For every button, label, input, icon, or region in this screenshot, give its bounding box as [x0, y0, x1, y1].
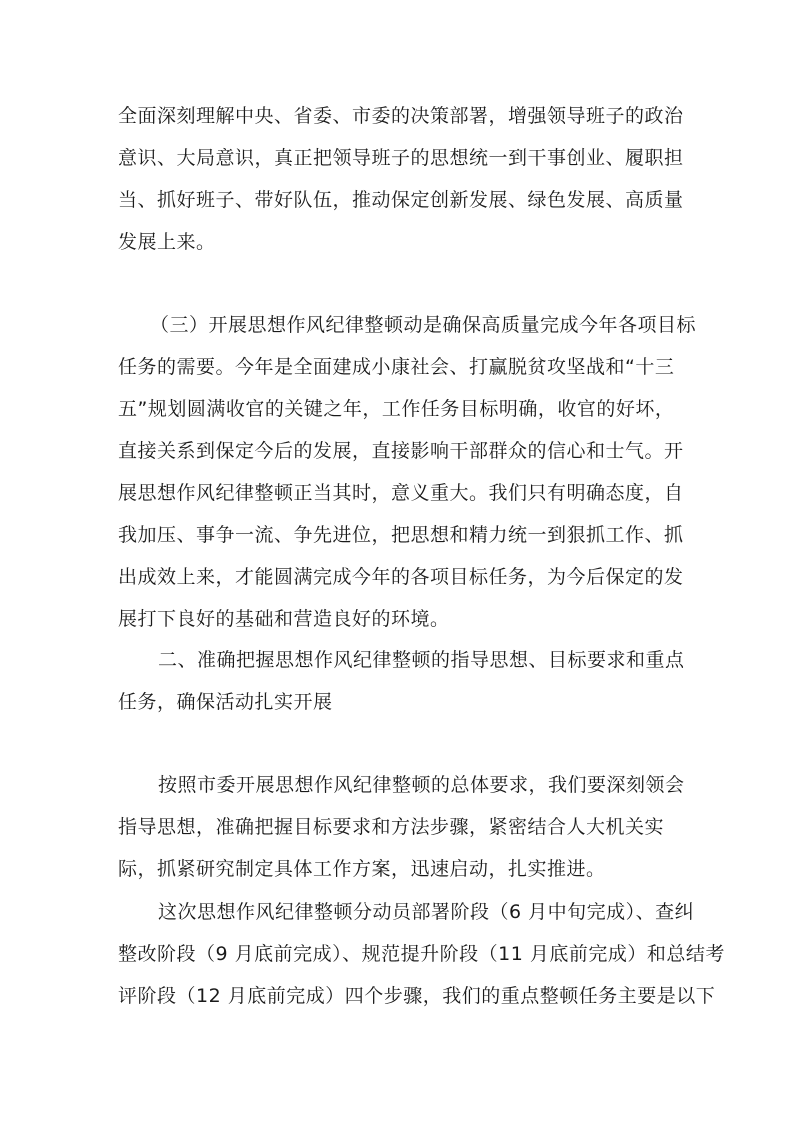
p1-line-3: 当、抓好班子、带好队伍，推动保定创新发展、绿色发展、高质量 [118, 189, 684, 211]
p5-line-1: 这次思想作风纪律整顿分动员部署阶段（6 月中旬完成）、查纠 [158, 901, 695, 923]
p2-line-3: 五”规划圆满收官的关键之年，工作任务目标明确，收官的好坏， [118, 398, 675, 420]
section-heading-line-1: 二、准确把握思想作风纪律整顿的指导思想、目标要求和重点 [158, 649, 685, 671]
p2-line-6: 我加压、事争一流、争先进位，把思想和精力统一到狠抓工作、抓 [118, 524, 684, 546]
p4-line-2: 指导思想，准确把握目标要求和方法步骤，紧密结合人大机关实 [118, 816, 665, 838]
p2-line-8: 展打下良好的基础和营造良好的环境。 [118, 608, 450, 630]
p4-line-1: 按照市委开展思想作风纪律整顿的总体要求，我们要深刻领会 [158, 774, 685, 796]
p2-line-5: 展思想作风纪律整顿正当其时，意义重大。我们只有明确态度，自 [118, 482, 684, 504]
p4-line-3: 际，抓紧研究制定具体工作方案，迅速启动，扎实推进。 [118, 858, 606, 880]
p2-line-7: 出成效上来，才能圆满完成今年的各项目标任务，为今后保定的发 [118, 566, 684, 588]
p5-line-3: 评阶段（12 月底前完成）四个步骤，我们的重点整顿任务主要是以下 [118, 985, 716, 1007]
p1-line-1: 全面深刻理解中央、省委、市委的决策部署，增强领导班子的政治 [118, 105, 684, 127]
p5-line-2: 整改阶段（9 月底前完成）、规范提升阶段（11 月底前完成）和总结考 [118, 943, 725, 965]
section-heading-line-2: 任务，确保活动扎实开展 [118, 691, 333, 713]
p2-line-2: 任务的需要。今年是全面建成小康社会、打赢脱贫攻坚战和“十三 [118, 356, 675, 378]
p2-line-4: 直接关系到保定今后的发展，直接影响干部群众的信心和士气。开 [118, 440, 684, 462]
p1-line-2: 意识、大局意识，真正把领导班子的思想统一到干事创业、履职担 [118, 147, 684, 169]
p1-line-4: 发展上来。 [118, 231, 216, 253]
p2-line-1: （三）开展思想作风纪律整顿动是确保高质量完成今年各项目标 [150, 314, 697, 336]
